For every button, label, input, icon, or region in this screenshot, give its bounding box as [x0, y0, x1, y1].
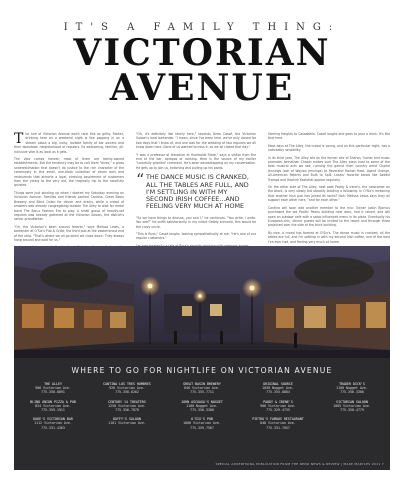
night-street-illustration	[14, 246, 390, 358]
venue-phone: 775-356-6262	[115, 390, 139, 395]
venue-address: 1112 Victorian Ave.	[34, 421, 72, 426]
venue-name: PIETRO'S FAMOUS RESTAURANT	[252, 417, 304, 422]
venue-phone: 775-358-8891	[41, 390, 65, 395]
venue-listing	[166, 417, 238, 430]
paragraph: Things were just winding up when I started my Saturday evening on Victorian Avenue. Families and friends packed Cantina, Great Basin Brewery and Blind Onion for dinner and drinks, while a crowd of smokers was already congregating outside The Alley to wait for metal band The Bon-s Fashion Era to play. A small group of heavily-set regulars was already gathered at the Victorian Saloon, the district's senior grandfather.	[14, 190, 124, 222]
venue-address: 1101 Victorian Ave.	[108, 421, 146, 426]
venue-listing	[92, 417, 162, 425]
paragraph: "Oh, it's definitely like family here," seconds Drew Cassé, the Victorian Saloon's local bartender. "I mean, since I've been here, we've only closed for two days that I know of, and one was for the wedding of two regulars we all know down here. None of us wanted to miss it, so we all closed that day."	[136, 132, 256, 150]
venue-phone: 775-355-8884	[266, 390, 290, 395]
venue-name: DUFFY'S SALOON	[113, 417, 141, 422]
venue-listing	[242, 417, 314, 430]
venue-address: 906 Victorian Ave.	[260, 403, 296, 408]
venue-address: 1100 Nugget Ave.	[336, 386, 368, 391]
venue-phone: 775-331-7057	[266, 425, 290, 430]
guide-title: WHERE TO GO FOR NIGHTLIFE ON VICTORIAN AVENUE	[71, 366, 333, 375]
article-body	[14, 132, 390, 244]
venue-phone: 775-356-3300	[340, 390, 364, 395]
venue-phone: 775-359-7567	[190, 425, 214, 430]
venue-address: 1250 Victorian Ave.	[108, 403, 146, 408]
paragraph: "Oh, the Victorian's been around forever," says Melissa Lewis, a bartender at O'Six's Pub & Grille, the third pub at the easternmost end of the strip. "That's where we all go when we close down. They always hang around and wait for us."	[14, 224, 124, 242]
venue-column	[242, 382, 314, 435]
venue-column	[92, 382, 162, 431]
venue-name: CENTURY 14 THEATERS	[108, 399, 146, 404]
venue-listing	[242, 400, 314, 413]
venue-name: JOHN ASCUAGA'S NUGGET	[181, 399, 223, 404]
article-column-3	[268, 132, 390, 244]
paragraph: "I was a professor of literature at Humboldt State," says a visitor from the end of the bar, apropos of nothing. Here is the source of my earlier "colorfully grizzled" comment. He's been eavesdropping on my conversation. He gets up to join us, twitching and pulling up his pants.	[136, 152, 256, 170]
venue-listing	[318, 382, 386, 395]
venue-address: 1005 Victorian Ave.	[333, 403, 371, 408]
paragraph: Cantina will soon add another member to the mix: Owner Justin Bjornus purchased the old Pacific Pearls building next door, had it raised, and will open an outdoor cafe with a salsa-influenced menu in its place. Eventually his European-chic, dinner guests will be invited to the resort and through three projected over the side of the brick building.	[268, 205, 390, 228]
venue-address: 1030 Nugget Ave.	[262, 386, 294, 391]
venue-listing	[18, 382, 88, 395]
venue-phone: 775-329-4735	[266, 408, 290, 413]
paragraph	[14, 132, 124, 154]
venue-address: 1006 Victorian Ave.	[183, 421, 221, 426]
venue-name: VICTORIAN SALOON	[336, 399, 368, 404]
venue-address: 1100 Nugget Ave.	[186, 403, 218, 408]
venue-name: PADDY & IRENE'S	[263, 399, 293, 404]
venue-column	[166, 382, 238, 435]
venue-listing	[18, 417, 88, 430]
venue-address: 926 Victorian Ave.	[109, 386, 145, 391]
paragraph: Sterling Heights to Cassabella. Cassé laughs and goes to pour a drink. It's like that here.	[268, 132, 390, 141]
page-footer: SPECIAL ADVERTISING PUBLICATION FROM THE RENO NEWS & REVIEW | MAKE MARYLES 2011 7	[215, 462, 384, 466]
venue-phone: 775-356-7878	[115, 408, 139, 413]
pull-quote-text: THE DANCE MUSIC IS CRANKED, ALL THE TABLES ARE FULL, AND I'M SETTLING IN WITH MY SECOND IRISH COFFEE...AND FEELING VERY MUCH AT HOME	[146, 173, 249, 211]
venue-listing	[92, 400, 162, 413]
paragraph: "This is Russ," Cassé laughs, looking sympathetically at me. "He's one of our regular customers."	[136, 231, 256, 241]
venue-phone: 775-358-4779	[340, 408, 364, 413]
venue-name: DUKE'S VICTORIAN BAR	[33, 417, 73, 422]
paragraph: "So we have things to discuss, you and I," he continues. "You write, I write. You see?" He sniffs satisfactorily. In my infant Geddy scenario, this would be the crazy uncle.	[136, 215, 256, 229]
paragraph: Most days at The Alley, the crowd is young, and on this particular night, has a noticeably sensibility.	[268, 143, 390, 153]
venue-name: THE ALLEY	[44, 382, 62, 386]
title-line-1: VICTORIAN	[73, 32, 331, 74]
kicker: IT'S A FAMILY THING:	[63, 22, 341, 33]
venue-address: 846 Victorian Ave.	[184, 386, 220, 391]
venue-listing	[18, 400, 88, 413]
venue-listing	[242, 382, 314, 395]
venue-listing	[166, 382, 238, 395]
venue-phone: 775-331-4363	[41, 425, 65, 430]
drop-cap: T	[14, 131, 24, 147]
street-photo	[14, 246, 390, 358]
venue-name: CANTINA LOS TRES HOMBRES	[103, 382, 151, 386]
paragraph: By now, a crowd has formed at O'Six's. The dance music is cranked, all the tables are full, and I'm settling in with my second Irish coffee, one of the best I've ever had, and feeling very much at home.	[268, 230, 390, 244]
venue-address: 906 Victorian Ave.	[35, 386, 71, 391]
paragraph: In its third year, The Alley sits on the former site of Sharon, Owner and music promoter Johnathan Chapin makes sure The Alley plays host to some of the best musical acts we see, running the gamut from country artist Charlie Jennings (son of Waylon Jennings) to Reverend Horton Heat, Agent Orange, All-American Rejects and Built to Spill. Locals' favorite bands like Saddle Tramps and Hopkirk Kozlofski appear regularly.	[268, 155, 390, 182]
venue-name: TRADER DICK'S	[339, 382, 365, 386]
paragraph: On the other side of The Alley, next past Paddy & Irene's, the newcomer on the block, is very slowly but steadily building a following. In O'Six's reckoning that another Irish pub has joined its ranks? Nah. Melissa Lewis says they all support each other here, "and for each other."	[268, 185, 390, 203]
page-title	[0, 32, 404, 110]
venue-listing	[318, 400, 386, 413]
venue-column	[18, 382, 88, 435]
venue-listing	[166, 400, 238, 413]
quote-mark-icon: “	[136, 170, 145, 190]
venue-phone: 775-356-3300	[190, 408, 214, 413]
paragraph: The vibe comes honest; most of them are family-owned establishments. But the tendency may be to call them "dives," a gross underestimation that doesn't do justice to the rich character of the community in this small, one-block collection of seven bars and restaurants that attracts a loyal, evolving assortment of customers from the young to the very old, the tragically hip to the colorfully grizzled.	[14, 157, 124, 188]
article-column-1	[14, 132, 124, 244]
venue-name: O'SIX'S PUB	[191, 417, 213, 422]
venue-column	[318, 382, 386, 417]
venue-listing	[92, 382, 162, 395]
article-column-2	[136, 132, 256, 244]
venue-phone: 775-359-1911	[41, 408, 65, 413]
venue-name: BLIND ONION PIZZA & PUB	[30, 399, 76, 404]
venue-address: 848 Victorian Ave.	[260, 421, 296, 426]
title-line-2: AVENUE	[109, 67, 295, 110]
pull-quote	[136, 170, 256, 211]
venue-phone: 775-355-7711	[190, 390, 214, 395]
venue-name: GREAT BASIN BREWERY	[183, 382, 221, 386]
paragraph-text: he lure of Victorian Avenue won't rank this as gritty. Rather, drinking here on a weekend night is like popping in on a stream about a big, noisy, lovable family of bar owners and their downtown neighborhood of regulars. Its welcoming, familiar, all-inclusive vibe is as local as it gets.	[14, 132, 124, 154]
venue-address: 834 Victorian Ave.	[35, 403, 71, 408]
venue-name: ORIGINAL SOURCE	[263, 382, 293, 386]
nightlife-guide	[14, 358, 390, 470]
